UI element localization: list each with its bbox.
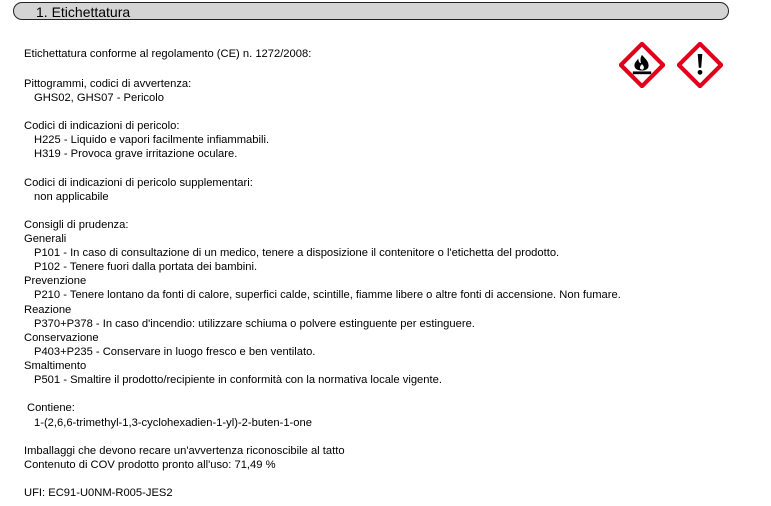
precautionary-group-title: Generali	[24, 233, 67, 245]
section-header	[13, 2, 729, 20]
exclamation-mark-icon	[677, 42, 723, 88]
pictograms-heading: Pittogrammi, codici di avvertenza:	[24, 78, 192, 90]
precautionary-statement: P210 - Tenere lontano da fonti di calore, superfici calde, scintille, fiamme libere o altre fonti di accensione. Non fumare.	[34, 289, 621, 301]
precautionary-statement: P501 - Smaltire il prodotto/recipiente in conformità con la normativa locale vigente.	[34, 374, 442, 386]
hazard-statements-heading: Codici di indicazioni di pericolo:	[24, 120, 180, 132]
hazard-statement: H225 - Liquido e vapori facilmente infiammabili.	[34, 134, 270, 146]
precautionary-group-title: Reazione	[24, 304, 72, 316]
precautionary-group-title: Smaltimento	[24, 360, 87, 372]
precautionary-group-title: Prevenzione	[24, 275, 87, 287]
contains-heading: Contiene:	[27, 402, 75, 414]
hazard-statement: H319 - Provoca grave irritazione oculare.	[34, 148, 238, 160]
flame-icon	[619, 42, 665, 88]
precautionary-statement: P102 - Tenere fuori dalla portata dei bambini.	[34, 261, 258, 273]
voc-content: Contenuto di COV prodotto pronto all'uso: 71,49 %	[24, 459, 276, 471]
regulation-intro: Etichettatura conforme al regolamento (CE) n. 1272/2008:	[24, 48, 312, 60]
ufi-code: UFI: EC91-U0NM-R005-JES2	[24, 487, 173, 499]
pictograms-value: GHS02, GHS07 - Pericolo	[34, 92, 164, 104]
precautionary-statement: P101 - In caso di consultazione di un medico, tenere a disposizione il contenitore o l'etichetta del prodotto.	[34, 247, 560, 259]
section-title: 1. Etichettatura	[36, 4, 131, 20]
precautionary-statement: P370+P378 - In caso d'incendio: utilizzare schiuma o polvere estinguente per estinguere.	[34, 318, 475, 330]
supplementary-value: non applicabile	[34, 191, 109, 203]
supplementary-heading: Codici di indicazioni di pericolo supplementari:	[24, 177, 253, 189]
precautionary-heading: Consigli di prudenza:	[24, 219, 129, 231]
precautionary-group-title: Conservazione	[24, 332, 99, 344]
contains-value: 1-(2,6,6-trimethyl-1,3-cyclohexadien-1-yl)-2-buten-1-one	[34, 417, 312, 429]
tactile-warning-note: Imballaggi che devono recare un'avvertenza riconoscibile al tatto	[24, 445, 345, 457]
precautionary-statement: P403+P235 - Conservare in luogo fresco e ben ventilato.	[34, 346, 316, 358]
